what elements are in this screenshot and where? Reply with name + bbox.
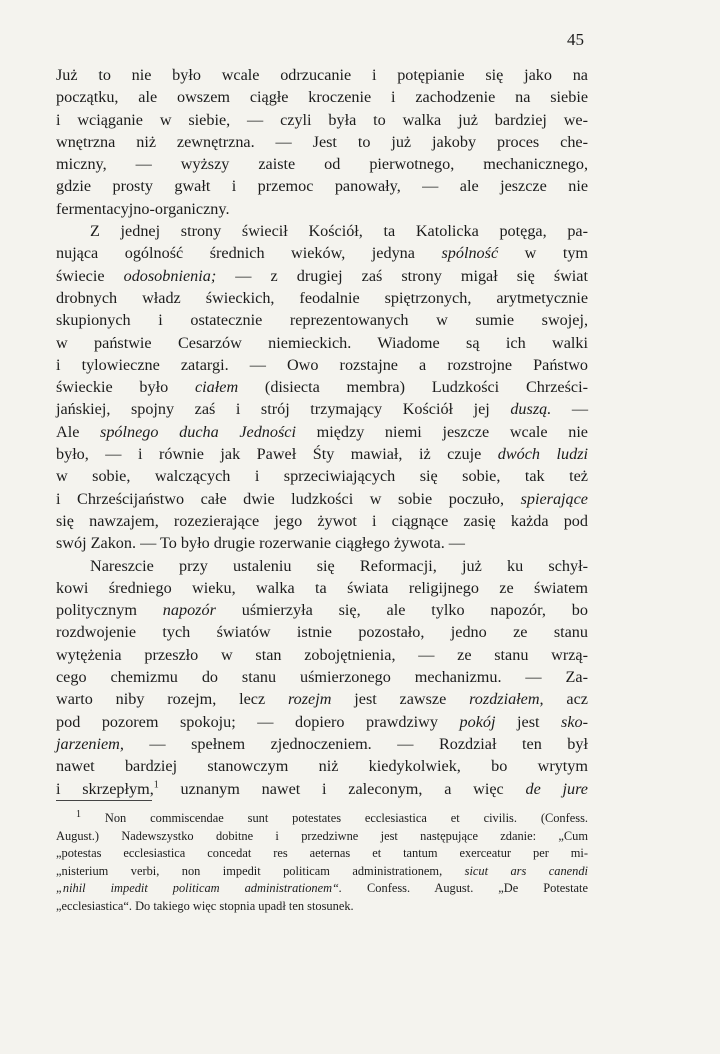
footnote-line <box>56 845 588 863</box>
text-run: między niemi jeszcze wcale nie <box>295 422 588 441</box>
text-run: początku, ale owszem ciągłe kroczenie i zachodzenie na siebie <box>56 88 588 107</box>
text-run: w tym <box>498 244 589 263</box>
text-line <box>56 265 588 287</box>
text-run: miczny, — wyższy zaiste od pierwotnego, mechanicznego, <box>56 155 588 174</box>
text-run: Z jednej strony świecił Kościół, ta Katolicka potęga, pa- <box>90 222 588 241</box>
text-line <box>56 510 588 532</box>
footnote-line <box>56 898 588 916</box>
text-line <box>56 666 588 688</box>
text-run: swój Zakon. — To było drugie rozerwanie ciągłego żywota. — <box>56 534 465 553</box>
text-run: Confess. August. „De Potestate <box>342 881 588 895</box>
italic-text: jarzeniem, <box>56 734 124 753</box>
text-run: pod pozorem spokoju; — dopiero prawdziwy <box>56 712 460 731</box>
text-line <box>56 376 588 398</box>
text-line <box>56 621 588 643</box>
text-run: i Chrześcijaństwo całe dwie ludzkości w sobie poczuło, <box>56 489 521 508</box>
text-run: Non commiscendae sunt potestates ecclesiastica et civilis. (Confess. <box>81 811 588 825</box>
text-run: jest zawsze <box>331 690 470 709</box>
italic-text: ciałem <box>194 378 239 397</box>
text-run: (disiecta membra) Ludzkości Chrześci- <box>238 378 588 397</box>
text-run: się nawzajem, rozezierające jego żywot i ciągnące zasię każda pod <box>56 511 588 530</box>
text-line <box>56 421 588 443</box>
text-line <box>56 688 588 710</box>
italic-text: sko- <box>561 712 589 731</box>
text-line <box>56 532 588 554</box>
text-run: i tylowieczne zatargi. — Owo rozstajne a rozstrojne Państwo <box>56 355 588 374</box>
italic-text: rozejm <box>287 690 332 709</box>
text-run: gdzie prosty gwałt i przemoc panowały, — ale jeszcze nie <box>56 177 588 196</box>
text-run: Ale <box>56 422 101 441</box>
text-run: uznanym nawet i zaleconym, a więc <box>158 779 526 798</box>
text-run: w państwie Cesarzów niemieckich. Wiadome są ich walki <box>56 333 588 352</box>
footnote-line <box>56 810 588 828</box>
text-line <box>56 86 588 108</box>
text-run: warto niby rozejm, lecz <box>56 690 288 709</box>
italic-text: pokój <box>459 712 496 731</box>
text-run: świecie <box>56 266 124 285</box>
italic-text: spólność <box>441 244 499 263</box>
text-line <box>56 398 588 420</box>
footnote-separator <box>56 800 152 801</box>
text-line <box>56 465 588 487</box>
footnote-line <box>56 880 588 898</box>
text-run: cego chemizmu do stanu uśmierzonego mechanizmu. — Za- <box>56 668 588 687</box>
text-line <box>56 443 588 465</box>
text-line <box>56 644 588 666</box>
text-line <box>56 599 588 621</box>
footnote <box>56 810 588 915</box>
text-line <box>56 711 588 733</box>
text-run: Już to nie było wcale odrzucanie i potępianie się jako na <box>56 66 588 84</box>
text-run: „nisterium verbi, non impedit politicam administrationem, <box>56 863 465 878</box>
text-line <box>56 198 588 220</box>
text-run: wytężenia przeszło w stan zobojętnienia, — ze stanu wrzą- <box>56 645 588 664</box>
text-line <box>56 488 588 510</box>
italic-text: napozór <box>162 601 216 620</box>
text-run: rozdwojenie tych światów istnie pozostało, jedno ze stanu <box>56 623 588 642</box>
text-line <box>56 153 588 175</box>
text-run: wnętrzna niż zewnętrzna. — Jest to już jakoby proces che- <box>56 132 588 151</box>
text-run: acz <box>543 690 588 709</box>
italic-text: de jure <box>525 779 588 798</box>
footnote-marker: 1 <box>76 808 81 820</box>
text-run: świeckie było <box>56 378 195 397</box>
text-run: fermentacyjno-organiczny. <box>56 199 230 218</box>
text-line <box>56 332 588 354</box>
text-line <box>56 131 588 153</box>
text-run: nawet bardziej stanowczym niż kiedykolwiek, bo wrytym <box>56 757 588 776</box>
italic-text: rozdziałem, <box>469 690 544 709</box>
text-line <box>56 778 588 800</box>
text-line <box>56 577 588 599</box>
text-run: w sobie, walczących i sprzeciwiających się sobie, tak też <box>56 467 588 486</box>
text-line <box>56 287 588 309</box>
text-run: i skrzepłym, <box>56 779 154 798</box>
text-run: było, — i równie jak Paweł Śty mawiał, iż czuje <box>56 445 498 464</box>
text-run: August.) Nadewszystko dobitne i przedziwne jest następujące zdanie: „Cum <box>56 828 588 843</box>
italic-text: spierające <box>520 489 588 508</box>
text-run: politycznym <box>56 601 163 620</box>
text-run: drobnych władz świeckich, feodalnie spiętrzonych, arytmetycznie <box>56 288 588 307</box>
text-line <box>56 309 588 331</box>
italic-text: dwóch ludzi <box>497 445 588 464</box>
text-run: uśmierzyła się, ale tylko napozór, bo <box>215 601 588 620</box>
italic-text: spólnego ducha Jedności <box>100 422 296 441</box>
footnote-marker: 1 <box>153 779 159 791</box>
text-run: — spełnem zjednoczeniem. — Rozdział ten był <box>123 734 588 753</box>
italic-text: duszą. <box>510 400 552 419</box>
text-line <box>56 220 588 242</box>
italic-text: „nihil impedit politicam administrationem“. <box>56 881 343 895</box>
italic-text: sicut ars canendi <box>464 863 588 878</box>
text-line <box>56 755 588 777</box>
text-line <box>56 555 588 577</box>
text-line <box>56 733 588 755</box>
text-run: nująca ogólność średnich wieków, jedyna <box>56 244 442 263</box>
text-run: — z drugiej zaś strony migał się świat <box>216 266 588 285</box>
italic-text: odosobnienia; <box>123 266 217 285</box>
text-run: kowi średniego wieku, walka ta świata religijnego ze światem <box>56 578 588 597</box>
text-run: skupionych i ostatecznie reprezentowanych w sumie swojej, <box>56 311 588 330</box>
main-text <box>56 64 588 800</box>
text-line <box>56 354 588 376</box>
text-run: jańskiej, spojny zaś i strój trzymający Kościół jej <box>56 400 511 419</box>
text-run: „potestas ecclesiastica concedat res aeternas et tantum exerceatur per mi- <box>56 846 588 860</box>
text-run: — <box>551 400 588 419</box>
text-run: Nareszcie przy ustaleniu się Reformacji, już ku schył- <box>90 556 588 575</box>
text-run: i wciąganie w siebie, — czyli była to walka już bardziej we- <box>56 110 588 129</box>
text-line <box>56 175 588 197</box>
footnote-line <box>56 828 588 846</box>
text-run: „ecclesiastica“. Do takiego więc stopnia upadł ten stosunek. <box>56 898 354 913</box>
text-line <box>56 242 588 264</box>
text-line <box>56 109 588 131</box>
page-number: 45 <box>567 30 584 49</box>
footnote-line <box>56 863 588 881</box>
text-line <box>56 64 588 86</box>
text-run: jest <box>495 712 562 731</box>
